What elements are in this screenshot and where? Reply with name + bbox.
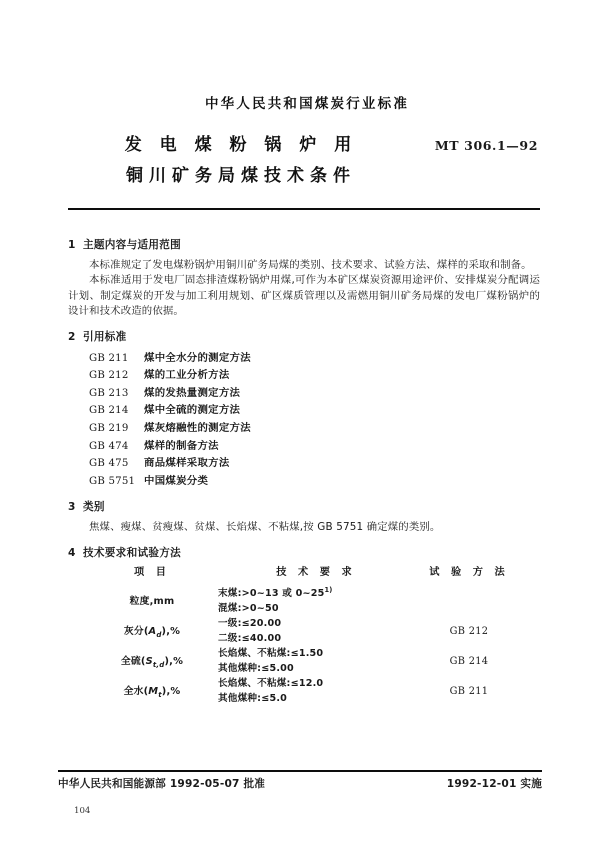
- reference-code: GB 213: [89, 387, 129, 399]
- referenced-standards-list: [68, 350, 540, 491]
- section-heading-3: [68, 500, 540, 516]
- table-row: [86, 646, 524, 676]
- cell-item: [86, 646, 218, 676]
- section-number-4: 4: [68, 546, 76, 559]
- title-row: [68, 130, 540, 192]
- requirement-line: 其他煤种:≤5.0: [218, 693, 288, 705]
- reference-code: GB 212: [89, 370, 129, 382]
- list-item: [68, 402, 540, 420]
- item-subscript: d: [156, 631, 162, 640]
- column-header-requirement: 技 术 要 求: [276, 566, 356, 578]
- section-title-3: 类别: [83, 501, 105, 514]
- list-item: [68, 350, 540, 368]
- effective-date: 1992-12-01 实施: [446, 778, 542, 790]
- section-title-4: 技术要求和试验方法: [83, 546, 182, 559]
- section-number-3: 3: [68, 501, 76, 514]
- section-3-paragraph-1: 焦煤、瘦煤、贫瘦煤、贫煤、长焰煤、不粘煤,按 GB 5751 确定煤的类别。: [89, 520, 441, 533]
- cell-requirement: [218, 583, 414, 616]
- standard-number: MT 306.1—92: [434, 138, 538, 153]
- item-unit: ,mm: [149, 595, 175, 607]
- table-row: [86, 676, 524, 706]
- issuing-organization: 中华人民共和国煤炭行业标准: [204, 96, 410, 112]
- column-header-item: 项 目: [134, 566, 170, 578]
- requirement-line: [218, 583, 414, 601]
- title-line-2: 铜川矿务局煤技术条件: [126, 166, 356, 186]
- table-header-row: [86, 557, 524, 583]
- requirement-line: 其他煤种:≤5.00: [218, 663, 294, 675]
- item-label: 灰分(: [123, 626, 149, 638]
- specification-table: [86, 557, 524, 706]
- cell-item: [86, 583, 218, 616]
- section-title-2: 引用标准: [83, 330, 127, 343]
- section-number-1: 1: [68, 239, 76, 251]
- reference-name: 煤中全水分的测定方法: [144, 351, 251, 364]
- reference-code: GB 474: [89, 440, 129, 452]
- table-row: [86, 583, 524, 616]
- item-label: 全水(: [123, 686, 149, 698]
- list-item: [68, 420, 540, 438]
- document-footer: [58, 776, 542, 794]
- reference-code: GB 219: [89, 422, 129, 434]
- reference-code: GB 211: [89, 352, 129, 364]
- table-header: [86, 557, 524, 583]
- column-header-method: 试 验 方 法: [429, 566, 509, 578]
- requirement-text: 末煤:>0~13 或 0~25: [218, 588, 325, 600]
- item-variable: S: [145, 656, 153, 668]
- list-item: [68, 367, 540, 385]
- requirement-line: 一级:≤20.00: [218, 618, 282, 630]
- requirement-line: 混煤:>0~50: [218, 603, 279, 615]
- requirement-line: 长焰煤、不粘煤:≤12.0: [218, 678, 324, 690]
- cell-method: GB 212: [449, 625, 489, 637]
- cell-requirement: [218, 676, 414, 706]
- cell-method: [414, 583, 524, 616]
- cell-item: [86, 676, 218, 706]
- footer-divider-rule: [58, 770, 542, 772]
- cell-method: GB 211: [449, 685, 489, 697]
- reference-name: 煤的工业分析方法: [144, 369, 230, 382]
- reference-name: 煤中全硫的测定方法: [144, 404, 241, 417]
- section-title-1: 主题内容与适用范围: [83, 239, 182, 251]
- header-divider-rule: [68, 208, 540, 210]
- reference-name: 煤样的制备方法: [144, 439, 219, 452]
- list-item: [68, 438, 540, 456]
- cell-requirement: [218, 616, 414, 646]
- reference-name: 煤灰熔融性的测定方法: [144, 421, 251, 434]
- document-title: [68, 130, 406, 192]
- reference-code: GB 214: [89, 405, 129, 417]
- document-header: [68, 92, 540, 192]
- item-label: 粒度: [129, 595, 150, 607]
- section-heading-1: [68, 238, 540, 254]
- item-unit: ),%: [161, 686, 181, 698]
- section-number-2: 2: [68, 330, 76, 343]
- section-1-paragraph-1: 本标准规定了发电煤粉锅炉用铜川矿务局煤的类别、技术要求、试验方法、煤样的采取和制备。: [89, 258, 532, 271]
- item-label: 全硫(: [120, 656, 146, 668]
- title-line-1: 发 电 煤 粉 锅 炉 用: [124, 135, 358, 155]
- reference-name: 商品煤样采取方法: [144, 457, 230, 470]
- cell-requirement: [218, 646, 414, 676]
- reference-name: 中国煤炭分类: [144, 474, 209, 487]
- table-row: [86, 616, 524, 646]
- item-subscript: t: [158, 691, 162, 700]
- item-unit: ),%: [161, 626, 181, 638]
- requirement-line: 长焰煤、不粘煤:≤1.50: [218, 648, 324, 660]
- list-item: [68, 473, 540, 491]
- approval-statement: 中华人民共和国能源部 1992-05-07 批准: [58, 778, 266, 790]
- cell-method: GB 214: [449, 655, 489, 667]
- list-item: [68, 455, 540, 473]
- item-variable: A: [148, 626, 157, 638]
- list-item: [68, 385, 540, 403]
- reference-code: GB 475: [89, 458, 129, 470]
- specification-table-wrapper: [86, 557, 524, 706]
- footnote-marker: 1): [324, 586, 333, 594]
- item-variable: M: [148, 686, 159, 698]
- document-body: [68, 228, 540, 565]
- reference-name: 煤的发热量测定方法: [144, 386, 241, 399]
- section-heading-2: [68, 330, 540, 346]
- item-unit: ),%: [164, 656, 184, 668]
- requirement-line: 二级:≤40.00: [218, 633, 282, 645]
- page-number: 104: [74, 806, 91, 816]
- reference-code: GB 5751: [89, 475, 136, 487]
- item-subscript: t,d: [152, 661, 165, 670]
- table-body: [86, 583, 524, 706]
- section-1-paragraph-2: 本标准适用于发电厂固态排渣煤粉锅炉用煤,可作为本矿区煤炭资源用途评价、安排煤炭分配调运计划、制定煤炭的开发与加工利用规划、矿区煤质管理以及需燃用铜川矿务局煤的发电厂煤粉锅炉的设计和技术改造的依据。: [68, 274, 540, 318]
- cell-item: [86, 616, 218, 646]
